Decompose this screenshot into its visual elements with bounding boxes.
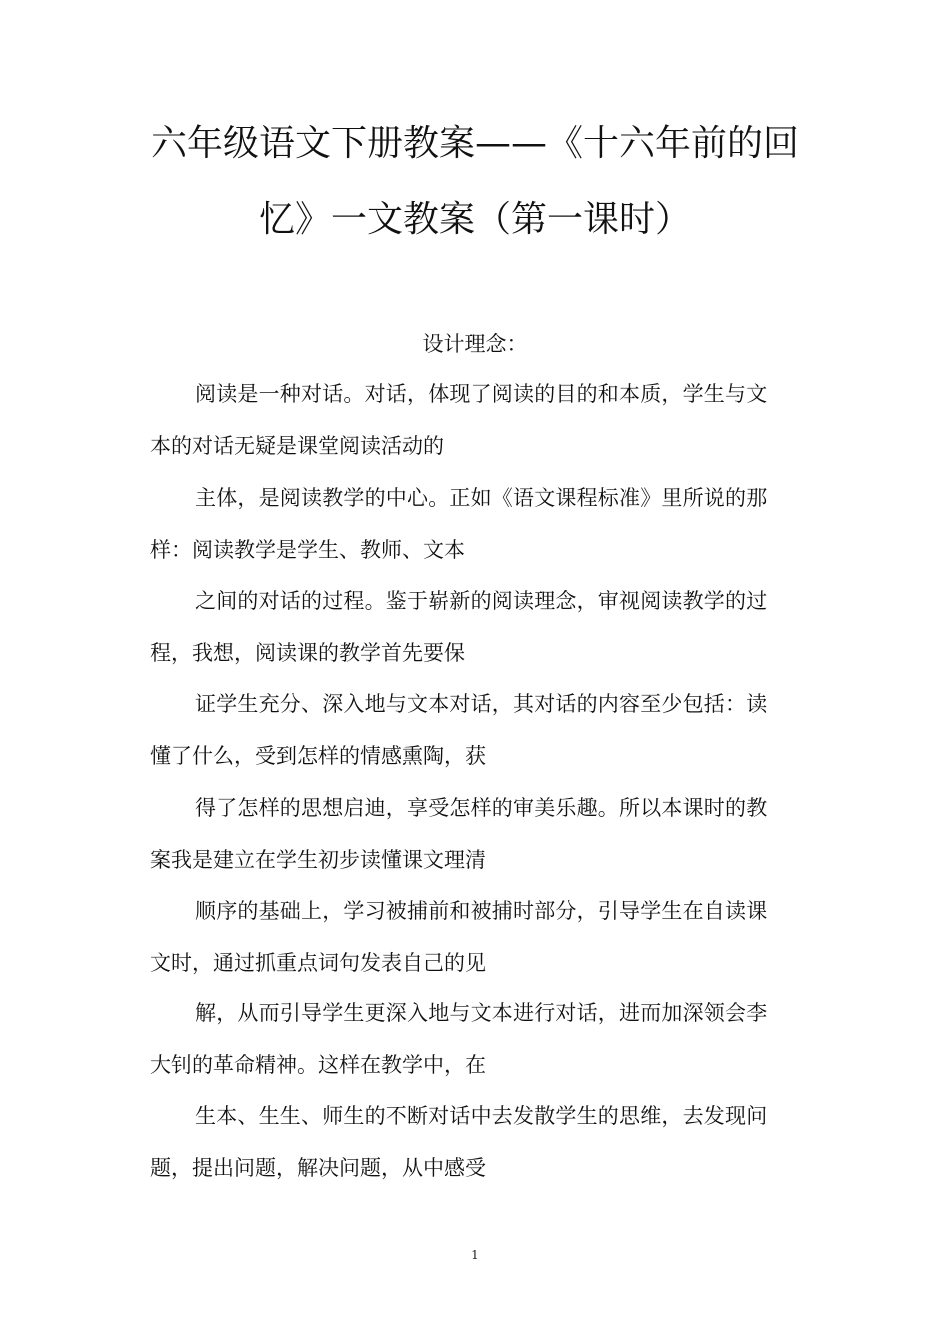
paragraph <box>150 381 800 459</box>
paragraph-line: 生本、生生、师生的不断对话中去发散学生的思维，去发现问 <box>195 1104 768 1128</box>
paragraph <box>150 795 800 873</box>
paragraph-line: 顺序的基础上，学习被捕前和被捕时部分，引导学生在自读课 <box>195 899 768 923</box>
paragraph <box>150 691 800 769</box>
paragraph-line: 证学生充分、深入地与文本对话，其对话的内容至少包括：读 <box>195 692 768 716</box>
paragraph <box>150 898 800 976</box>
paragraph-line: 之间的对话的过程。鉴于崭新的阅读理念，审视阅读教学的过 <box>195 589 768 613</box>
paragraph <box>150 1000 800 1078</box>
document-title-line-1: 六年级语文下册教案——《十六年前的回 <box>150 123 799 164</box>
paragraph-line: 案我是建立在学生初步读懂课文理清 <box>150 848 486 872</box>
paragraph <box>150 485 800 563</box>
paragraph-line: 阅读是一种对话。对话，体现了阅读的目的和本质，学生与文 <box>195 382 768 406</box>
paragraph-line: 程，我想，阅读课的教学首先要保 <box>150 641 465 665</box>
paragraph-line: 文时，通过抓重点词句发表自己的见 <box>150 951 486 975</box>
paragraph-line: 得了怎样的思想启迪，享受怎样的审美乐趣。所以本课时的教 <box>195 796 768 820</box>
paragraph <box>150 1103 800 1181</box>
paragraph-line: 题，提出问题，解决问题，从中感受 <box>150 1156 486 1180</box>
paragraph-line: 主体，是阅读教学的中心。正如《语文课程标准》里所说的那 <box>195 486 768 510</box>
document-title-line-2: 忆》一文教案（第一课时） <box>258 199 691 240</box>
page-number: 1 <box>471 1248 479 1262</box>
paragraph-line: 大钊的革命精神。这样在教学中，在 <box>150 1053 486 1077</box>
paragraph-line: 样：阅读教学是学生、教师、文本 <box>150 538 465 562</box>
paragraph-line: 解，从而引导学生更深入地与文本进行对话，进而加深领会李 <box>195 1001 768 1025</box>
paragraph-line: 本的对话无疑是课堂阅读活动的 <box>150 434 444 458</box>
paragraph <box>150 588 800 666</box>
paragraph-line: 懂了什么，受到怎样的情感熏陶，获 <box>150 744 486 768</box>
section-heading: 设计理念： <box>422 332 528 356</box>
